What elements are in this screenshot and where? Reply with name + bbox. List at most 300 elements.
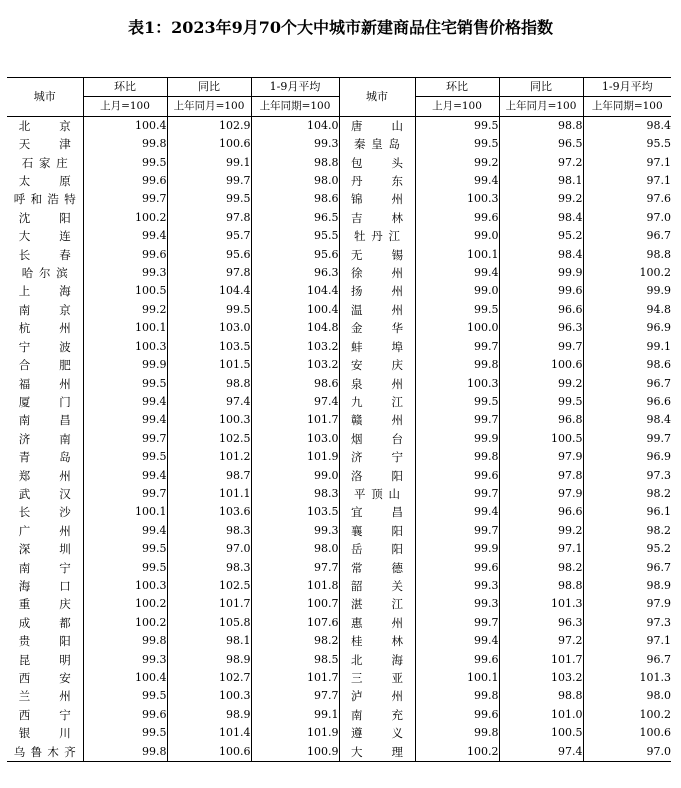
avg-value-left: 99.0: [251, 467, 339, 485]
city-name: 常德: [351, 560, 403, 575]
city-name: 秦皇岛: [354, 137, 400, 152]
avg-value-left: 98.5: [251, 651, 339, 669]
city-cell-right: [339, 669, 415, 687]
yoy-value-left: 98.8: [167, 375, 251, 393]
avg-value-left: 96.3: [251, 264, 339, 282]
avg-value-left: 107.6: [251, 614, 339, 632]
yoy-value-right: 101.0: [499, 706, 583, 724]
city-cell-right: [339, 135, 415, 153]
city-name: 福州: [18, 376, 71, 391]
city-name: 岳阳: [351, 542, 403, 557]
city-cell-left: [7, 246, 83, 264]
header-avg-base-left: 上年同期=100: [251, 97, 339, 116]
city-cell-left: [7, 743, 83, 762]
city-name: 广州: [18, 523, 71, 538]
avg-value-right: 97.1: [583, 172, 671, 190]
yoy-value-left: 103.0: [167, 319, 251, 337]
avg-value-right: 98.2: [583, 485, 671, 503]
yoy-value-left: 102.9: [167, 116, 251, 135]
city-name: 合肥: [18, 358, 71, 373]
mom-value-left: 99.5: [83, 154, 167, 172]
city-name: 兰州: [18, 689, 71, 704]
mom-value-right: 99.4: [415, 632, 499, 650]
avg-value-left: 99.3: [251, 522, 339, 540]
city-name: 牡丹江: [354, 229, 400, 244]
mom-value-right: 100.2: [415, 743, 499, 762]
yoy-value-right: 100.5: [499, 724, 583, 742]
mom-value-right: 99.5: [415, 393, 499, 411]
yoy-value-left: 102.5: [167, 430, 251, 448]
city-name: 唐山: [351, 118, 403, 133]
avg-value-right: 94.8: [583, 301, 671, 319]
mom-value-right: 99.6: [415, 559, 499, 577]
table-row: [7, 154, 671, 172]
avg-value-right: 96.1: [583, 503, 671, 521]
city-cell-right: [339, 743, 415, 762]
city-cell-right: [339, 595, 415, 613]
mom-value-right: 99.0: [415, 227, 499, 245]
table-row: [7, 116, 671, 135]
city-cell-left: [7, 540, 83, 558]
city-name: 武汉: [18, 486, 71, 501]
city-name: 大理: [351, 744, 403, 759]
city-name: 烟台: [351, 431, 403, 446]
header-yoy-base-left: 上年同月=100: [167, 97, 251, 116]
city-cell-right: [339, 393, 415, 411]
table-row: [7, 669, 671, 687]
city-cell-right: [339, 301, 415, 319]
avg-value-left: 97.4: [251, 393, 339, 411]
yoy-value-left: 101.2: [167, 448, 251, 466]
city-name: 温州: [351, 302, 403, 317]
city-cell-right: [339, 282, 415, 300]
mom-value-right: 99.6: [415, 706, 499, 724]
avg-value-right: 98.9: [583, 577, 671, 595]
city-cell-left: [7, 338, 83, 356]
mom-value-left: 100.4: [83, 669, 167, 687]
table-row: [7, 485, 671, 503]
table-row: [7, 375, 671, 393]
table-row: [7, 522, 671, 540]
city-name: 贵阳: [18, 634, 71, 649]
table-title: 表1：2023年9月70个大中城市新建商品住宅销售价格指数: [127, 18, 554, 37]
yoy-value-right: 96.3: [499, 319, 583, 337]
avg-value-right: 100.2: [583, 264, 671, 282]
city-name: 西宁: [18, 707, 71, 722]
mom-value-left: 99.8: [83, 743, 167, 762]
city-name: 三亚: [351, 671, 403, 685]
table-row: [7, 448, 671, 466]
city-name: 北京: [18, 118, 71, 133]
yoy-value-left: 104.4: [167, 282, 251, 300]
avg-value-right: 98.8: [583, 246, 671, 264]
city-cell-right: [339, 430, 415, 448]
city-cell-left: [7, 356, 83, 374]
avg-value-right: 100.2: [583, 706, 671, 724]
city-name: 成都: [18, 615, 71, 630]
avg-value-left: 101.9: [251, 724, 339, 742]
mom-value-right: 99.7: [415, 338, 499, 356]
city-name: 南京: [18, 302, 71, 317]
avg-value-right: 97.1: [583, 632, 671, 650]
table-row: [7, 595, 671, 613]
avg-value-right: 98.4: [583, 116, 671, 135]
yoy-value-left: 101.1: [167, 485, 251, 503]
yoy-value-left: 98.9: [167, 706, 251, 724]
mom-value-right: 99.0: [415, 282, 499, 300]
avg-value-left: 98.0: [251, 172, 339, 190]
city-name: 惠州: [351, 615, 403, 630]
avg-value-right: 97.3: [583, 467, 671, 485]
avg-value-left: 98.3: [251, 485, 339, 503]
yoy-value-left: 98.3: [167, 559, 251, 577]
avg-value-left: 95.6: [251, 246, 339, 264]
city-name: 上海: [18, 284, 71, 299]
mom-value-right: 99.4: [415, 503, 499, 521]
table-row: [7, 706, 671, 724]
city-cell-right: [339, 467, 415, 485]
yoy-value-left: 103.6: [167, 503, 251, 521]
table-row: [7, 301, 671, 319]
city-name: 哈尔滨: [21, 266, 68, 281]
mom-value-left: 99.3: [83, 651, 167, 669]
mom-value-right: 100.0: [415, 319, 499, 337]
city-cell-right: [339, 338, 415, 356]
city-name: 银川: [18, 726, 71, 741]
yoy-value-right: 98.8: [499, 687, 583, 705]
city-cell-left: [7, 724, 83, 742]
avg-value-left: 95.5: [251, 227, 339, 245]
avg-value-left: 100.4: [251, 301, 339, 319]
yoy-value-left: 98.9: [167, 651, 251, 669]
yoy-value-left: 95.6: [167, 246, 251, 264]
avg-value-left: 96.5: [251, 209, 339, 227]
city-name: 深圳: [18, 542, 71, 557]
header-mom-base-right: 上月=100: [415, 97, 499, 116]
table-row: [7, 651, 671, 669]
city-cell-left: [7, 467, 83, 485]
yoy-value-left: 97.8: [167, 264, 251, 282]
city-cell-left: [7, 375, 83, 393]
mom-value-right: 99.4: [415, 264, 499, 282]
city-cell-left: [7, 411, 83, 429]
table-row: [7, 559, 671, 577]
city-name: 青岛: [18, 450, 71, 465]
avg-value-right: 97.3: [583, 614, 671, 632]
mom-value-right: 99.9: [415, 540, 499, 558]
city-name: 昆明: [18, 652, 71, 667]
yoy-value-left: 97.4: [167, 393, 251, 411]
city-name: 泉州: [351, 376, 403, 391]
yoy-value-left: 101.5: [167, 356, 251, 374]
city-cell-left: [7, 172, 83, 190]
mom-value-left: 99.7: [83, 190, 167, 208]
city-cell-right: [339, 116, 415, 135]
mom-value-right: 99.6: [415, 467, 499, 485]
yoy-value-left: 97.8: [167, 209, 251, 227]
city-name: 宁波: [18, 339, 71, 354]
yoy-value-right: 97.2: [499, 154, 583, 172]
mom-value-right: 99.8: [415, 448, 499, 466]
header-avg-base-right: 上年同期=100: [583, 97, 671, 116]
table-row: [7, 172, 671, 190]
city-name: 无锡: [351, 247, 403, 262]
mom-value-left: 99.5: [83, 375, 167, 393]
yoy-value-right: 100.6: [499, 356, 583, 374]
mom-value-left: 99.4: [83, 522, 167, 540]
city-cell-right: [339, 319, 415, 337]
header-mom-left: 环比: [83, 78, 167, 97]
avg-value-left: 103.2: [251, 338, 339, 356]
city-cell-left: [7, 154, 83, 172]
city-name: 沈阳: [18, 210, 71, 225]
city-cell-left: [7, 651, 83, 669]
city-name: 九江: [351, 394, 403, 409]
city-name: 石家庄: [21, 155, 68, 170]
avg-value-right: 96.6: [583, 393, 671, 411]
table-row: [7, 614, 671, 632]
header-city-right: 城市: [339, 78, 415, 117]
avg-value-right: 99.1: [583, 338, 671, 356]
mom-value-left: 100.1: [83, 503, 167, 521]
city-cell-left: [7, 595, 83, 613]
table-row: [7, 190, 671, 208]
avg-value-left: 103.0: [251, 430, 339, 448]
mom-value-left: 100.4: [83, 116, 167, 135]
mom-value-left: 99.7: [83, 430, 167, 448]
city-cell-left: [7, 319, 83, 337]
city-name: 郑州: [18, 468, 71, 483]
city-cell-left: [7, 614, 83, 632]
table-row: [7, 264, 671, 282]
mom-value-left: 99.9: [83, 356, 167, 374]
avg-value-right: 99.9: [583, 282, 671, 300]
yoy-value-right: 99.5: [499, 393, 583, 411]
mom-value-right: 99.8: [415, 687, 499, 705]
avg-value-left: 101.8: [251, 577, 339, 595]
city-cell-left: [7, 209, 83, 227]
city-cell-left: [7, 448, 83, 466]
yoy-value-right: 99.2: [499, 375, 583, 393]
avg-value-left: 101.7: [251, 411, 339, 429]
city-name: 济宁: [351, 450, 403, 465]
avg-value-right: 96.7: [583, 227, 671, 245]
table-row: [7, 319, 671, 337]
table-row: [7, 338, 671, 356]
yoy-value-right: 96.6: [499, 503, 583, 521]
header-city-left: 城市: [7, 78, 83, 117]
city-name: 赣州: [351, 413, 403, 428]
city-cell-left: [7, 522, 83, 540]
mom-value-left: 99.5: [83, 724, 167, 742]
mom-value-right: 100.1: [415, 669, 499, 687]
city-name: 长春: [18, 247, 71, 262]
mom-value-left: 100.5: [83, 282, 167, 300]
city-cell-left: [7, 706, 83, 724]
avg-value-right: 98.4: [583, 411, 671, 429]
avg-value-left: 98.0: [251, 540, 339, 558]
table-row: [7, 467, 671, 485]
city-cell-right: [339, 209, 415, 227]
yoy-value-right: 97.8: [499, 467, 583, 485]
yoy-value-right: 97.9: [499, 448, 583, 466]
avg-value-left: 97.7: [251, 687, 339, 705]
table-row: [7, 209, 671, 227]
city-cell-left: [7, 116, 83, 135]
avg-value-right: 96.9: [583, 319, 671, 337]
city-cell-right: [339, 724, 415, 742]
city-cell-right: [339, 651, 415, 669]
mom-value-left: 99.4: [83, 227, 167, 245]
yoy-value-right: 95.2: [499, 227, 583, 245]
city-name: 呼和浩特: [13, 192, 76, 207]
city-cell-left: [7, 503, 83, 521]
mom-value-left: 99.6: [83, 246, 167, 264]
yoy-value-left: 95.7: [167, 227, 251, 245]
city-name: 扬州: [351, 284, 403, 299]
city-cell-left: [7, 264, 83, 282]
yoy-value-left: 99.1: [167, 154, 251, 172]
avg-value-right: 97.0: [583, 743, 671, 762]
mom-value-left: 99.8: [83, 135, 167, 153]
table-body: [7, 116, 671, 761]
avg-value-left: 99.3: [251, 135, 339, 153]
city-cell-right: [339, 172, 415, 190]
avg-value-right: 96.7: [583, 651, 671, 669]
city-cell-right: [339, 264, 415, 282]
city-cell-right: [339, 356, 415, 374]
yoy-value-right: 97.1: [499, 540, 583, 558]
table-row: [7, 540, 671, 558]
city-cell-right: [339, 706, 415, 724]
city-cell-left: [7, 227, 83, 245]
yoy-value-right: 96.6: [499, 301, 583, 319]
yoy-value-right: 96.5: [499, 135, 583, 153]
yoy-value-right: 96.8: [499, 411, 583, 429]
city-cell-right: [339, 448, 415, 466]
yoy-value-right: 98.4: [499, 246, 583, 264]
city-cell-left: [7, 301, 83, 319]
avg-value-right: 96.9: [583, 448, 671, 466]
table-row: [7, 135, 671, 153]
city-cell-right: [339, 227, 415, 245]
city-name: 包头: [351, 155, 403, 170]
avg-value-left: 100.7: [251, 595, 339, 613]
city-cell-right: [339, 632, 415, 650]
yoy-value-left: 99.5: [167, 301, 251, 319]
mom-value-left: 99.5: [83, 448, 167, 466]
city-name: 蚌埠: [351, 339, 403, 354]
table-row: [7, 743, 671, 762]
yoy-value-right: 98.8: [499, 116, 583, 135]
city-cell-left: [7, 687, 83, 705]
table-row: [7, 430, 671, 448]
mom-value-right: 99.8: [415, 356, 499, 374]
mom-value-left: 99.3: [83, 264, 167, 282]
mom-value-left: 99.6: [83, 706, 167, 724]
yoy-value-right: 99.6: [499, 282, 583, 300]
city-name: 海口: [18, 578, 71, 593]
city-name: 桂林: [351, 634, 403, 649]
mom-value-left: 99.2: [83, 301, 167, 319]
city-cell-left: [7, 559, 83, 577]
city-name: 襄阳: [351, 523, 403, 538]
mom-value-right: 99.7: [415, 522, 499, 540]
city-name: 安庆: [351, 358, 403, 373]
city-cell-left: [7, 430, 83, 448]
city-name: 杭州: [18, 321, 71, 336]
city-name: 韶关: [351, 578, 403, 593]
city-name: 湛江: [351, 597, 403, 612]
mom-value-left: 99.8: [83, 632, 167, 650]
avg-value-left: 103.2: [251, 356, 339, 374]
city-cell-left: [7, 669, 83, 687]
mom-value-right: 99.4: [415, 172, 499, 190]
city-name: 大连: [18, 229, 71, 244]
yoy-value-left: 98.7: [167, 467, 251, 485]
table-row: [7, 687, 671, 705]
avg-value-right: 98.0: [583, 687, 671, 705]
city-name: 遵义: [351, 726, 403, 741]
header-yoy-base-right: 上年同月=100: [499, 97, 583, 116]
mom-value-right: 99.8: [415, 724, 499, 742]
mom-value-right: 99.9: [415, 430, 499, 448]
city-cell-right: [339, 540, 415, 558]
yoy-value-left: 98.3: [167, 522, 251, 540]
yoy-value-right: 103.2: [499, 669, 583, 687]
avg-value-right: 96.7: [583, 559, 671, 577]
yoy-value-left: 100.6: [167, 743, 251, 762]
yoy-value-right: 97.9: [499, 485, 583, 503]
table-row: [7, 282, 671, 300]
city-name: 丹东: [351, 174, 403, 189]
city-name: 南昌: [18, 413, 71, 428]
avg-value-left: 103.5: [251, 503, 339, 521]
table-row: [7, 503, 671, 521]
yoy-value-left: 102.7: [167, 669, 251, 687]
avg-value-right: 96.7: [583, 375, 671, 393]
avg-value-left: 101.7: [251, 669, 339, 687]
mom-value-right: 99.5: [415, 116, 499, 135]
table-header: [7, 78, 671, 117]
header-mom-right: 环比: [415, 78, 499, 97]
mom-value-left: 100.3: [83, 577, 167, 595]
city-name: 长沙: [18, 505, 71, 520]
city-cell-right: [339, 190, 415, 208]
table-row: [7, 632, 671, 650]
yoy-value-right: 99.2: [499, 190, 583, 208]
header-avg-left: 1-9月平均: [251, 78, 339, 97]
mom-value-right: 99.7: [415, 614, 499, 632]
avg-value-right: 97.6: [583, 190, 671, 208]
yoy-value-right: 99.7: [499, 338, 583, 356]
city-name: 平顶山: [354, 486, 400, 501]
city-name: 吉林: [351, 210, 403, 225]
avg-value-right: 99.7: [583, 430, 671, 448]
table-row: [7, 411, 671, 429]
city-name: 太原: [18, 174, 71, 189]
city-cell-right: [339, 687, 415, 705]
city-cell-left: [7, 632, 83, 650]
mom-value-right: 99.3: [415, 595, 499, 613]
city-name: 南宁: [18, 560, 71, 575]
city-cell-right: [339, 411, 415, 429]
avg-value-right: 97.9: [583, 595, 671, 613]
yoy-value-left: 100.6: [167, 135, 251, 153]
city-cell-right: [339, 503, 415, 521]
city-name: 宜昌: [351, 505, 403, 520]
yoy-value-left: 99.5: [167, 190, 251, 208]
